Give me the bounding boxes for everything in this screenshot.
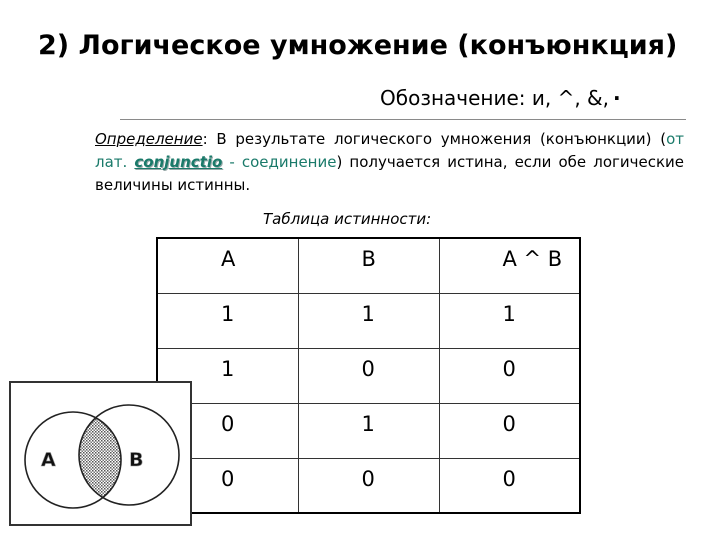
venn-diagram: [9, 381, 192, 526]
definition-term: Определение: [95, 130, 203, 148]
notation-line: [380, 86, 621, 110]
table-cell: 0: [157, 403, 298, 458]
definition-text-1: : В результате логического умножения (конъюнкции) (: [202, 130, 667, 148]
set-b-label: B: [129, 449, 144, 471]
slide-title: 2) Логическое умножение (конъюнкция): [38, 30, 678, 61]
translation-text: - соединение: [222, 153, 337, 171]
table-caption: Таблица истинности:: [263, 210, 432, 228]
table-cell: 0: [439, 403, 580, 458]
from-latin-text: от лат.: [95, 130, 684, 171]
table-cell: 1: [298, 403, 439, 458]
latin-word: conjunctio: [134, 153, 223, 171]
table-cell: 1: [157, 293, 298, 348]
table-cell: 0: [439, 458, 580, 513]
table-cell: 1: [298, 293, 439, 348]
header-cell-b: B: [298, 238, 439, 293]
venn-svg: [11, 383, 194, 528]
table-row: [157, 403, 580, 458]
table-row: [157, 348, 580, 403]
definition-text-2: ) получается истина, если обе логические величины истинны.: [95, 153, 684, 194]
table-cell: 0: [157, 458, 298, 513]
notation-dot: ·: [613, 86, 621, 110]
truth-table: [156, 237, 581, 514]
table-row: [157, 293, 580, 348]
table-cell: 0: [298, 458, 439, 513]
table-header-row: [157, 238, 580, 293]
table-cell: 1: [439, 293, 580, 348]
definition-paragraph: [95, 128, 684, 197]
header-cell-a: A: [157, 238, 298, 293]
table-row: [157, 458, 580, 513]
table-cell: 0: [439, 348, 580, 403]
table-cell: 0: [298, 348, 439, 403]
divider-line: [120, 119, 686, 120]
header-cell-result: A ^ B: [439, 238, 580, 293]
notation-text: Обозначение: и, ^, &,: [380, 86, 610, 110]
table-cell: 1: [157, 348, 298, 403]
set-a-label: A: [41, 449, 56, 471]
